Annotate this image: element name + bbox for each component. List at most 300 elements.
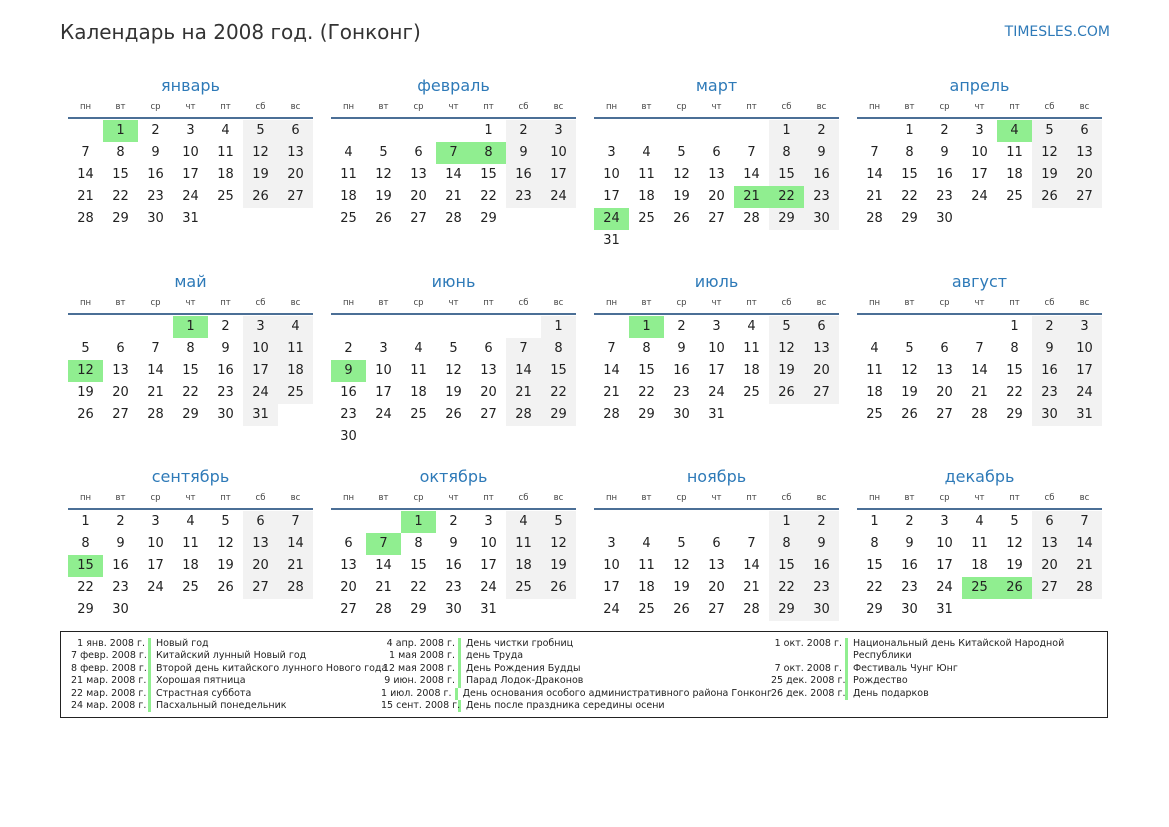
day-cell: 16 xyxy=(217,362,234,378)
day-cell: 11 xyxy=(971,536,988,551)
day-cell: 9 xyxy=(1032,338,1067,360)
empty-day-cell xyxy=(401,316,436,338)
weekday-header xyxy=(331,98,576,119)
day-cell: 5 xyxy=(1032,120,1067,142)
day-cell: 14 xyxy=(971,362,988,378)
day-cell: 13 xyxy=(708,558,725,573)
day-cell: 31 xyxy=(480,602,497,617)
holiday-date: 24 мар. 2008 г. xyxy=(71,700,151,712)
day-cell: 22 xyxy=(1006,384,1023,400)
day-cell: 27 xyxy=(1067,186,1102,208)
month-name: сентябрь xyxy=(151,467,230,486)
day-cell: 21 xyxy=(1067,555,1102,577)
day-cell: 23 xyxy=(673,384,690,400)
day-cell: 14 xyxy=(445,167,462,182)
day-cell: 22 xyxy=(866,580,883,595)
weekday-label: чт xyxy=(185,493,196,503)
month-calendar xyxy=(68,270,313,466)
day-cell: 8 xyxy=(186,340,195,356)
weekday-label: пт xyxy=(483,102,494,112)
day-cell: 28 xyxy=(147,406,164,422)
day-cell: 18 xyxy=(217,167,234,182)
empty-day-cell xyxy=(594,316,629,338)
day-cell: 9 xyxy=(506,142,541,164)
day-cell: 20 xyxy=(278,164,313,186)
holiday-name: День Рождения Будды xyxy=(466,662,581,674)
day-cell: 16 xyxy=(340,384,357,400)
holiday-date: 12 мая 2008 г. xyxy=(381,663,461,675)
weekday-label: чт xyxy=(974,102,985,112)
day-cell: 30 xyxy=(1032,404,1067,426)
day-cell: 8 xyxy=(541,338,576,360)
day-cell: 13 xyxy=(1067,142,1102,164)
day-cell: 11 xyxy=(506,533,541,555)
day-cell: 27 xyxy=(410,211,427,226)
day-cell: 18 xyxy=(971,558,988,573)
weekday-label: сб xyxy=(781,102,792,112)
empty-day-cell xyxy=(366,511,401,533)
day-cell: 17 xyxy=(147,558,164,573)
day-cell: 9 xyxy=(449,536,458,551)
day-cell: 2 xyxy=(506,120,541,142)
day-cell: 6 xyxy=(344,536,353,551)
day-cell: 17 xyxy=(971,167,988,182)
day-grid xyxy=(331,510,576,621)
day-cell: 15 xyxy=(901,167,918,182)
day-cell: 16 xyxy=(445,558,462,573)
empty-day-cell xyxy=(331,316,366,338)
weekday-label: чт xyxy=(185,297,196,308)
weekday-label: пн xyxy=(605,297,618,308)
weekday-label: ср xyxy=(413,493,424,503)
weekday-label: пт xyxy=(220,297,231,308)
day-cell: 1 xyxy=(484,123,493,138)
day-cell: 28 xyxy=(506,404,541,426)
day-cell: 24 xyxy=(1067,382,1102,404)
holiday-row xyxy=(71,650,381,662)
day-cell: 16 xyxy=(506,164,541,186)
month-calendar xyxy=(331,270,576,466)
month-name: июль xyxy=(694,271,739,291)
day-cell: 5 xyxy=(81,340,90,356)
day-cell: 15 xyxy=(769,555,804,577)
holiday-date: 1 июл. 2008 г. xyxy=(381,688,458,700)
holiday-row xyxy=(71,675,381,687)
day-cell: 28 xyxy=(971,406,988,422)
day-cell: 4 xyxy=(642,536,651,551)
day-cell: 23 xyxy=(804,186,839,208)
day-cell: 6 xyxy=(712,536,721,551)
day-cell: 13 xyxy=(340,558,357,573)
day-cell: 6 xyxy=(940,340,949,356)
day-cell: 5 xyxy=(379,145,388,160)
day-cell: 3 xyxy=(1067,316,1102,338)
day-cell: 5 xyxy=(1010,514,1019,529)
empty-day-cell xyxy=(366,316,401,338)
month-name: август xyxy=(951,271,1008,291)
weekday-label: пт xyxy=(746,297,757,308)
holiday-day-cell: 1 xyxy=(103,120,138,142)
empty-day-cell xyxy=(892,316,927,338)
day-cell: 16 xyxy=(901,558,918,573)
day-cell: 18 xyxy=(638,189,655,204)
weekday-label: вс xyxy=(816,297,827,308)
day-cell: 27 xyxy=(1032,577,1067,599)
day-cell: 4 xyxy=(747,318,756,334)
day-cell: 31 xyxy=(936,602,953,617)
day-cell: 13 xyxy=(480,362,497,378)
weekday-label: пн xyxy=(342,297,355,308)
day-cell: 6 xyxy=(712,145,721,160)
holiday-name: Парад Лодок-Драконов xyxy=(466,675,584,687)
day-cell: 1 xyxy=(905,123,914,138)
weekday-label: пт xyxy=(483,297,494,308)
day-cell: 5 xyxy=(243,120,278,142)
day-cell: 6 xyxy=(278,120,313,142)
day-cell: 22 xyxy=(541,382,576,404)
day-cell: 11 xyxy=(340,167,357,182)
day-cell: 27 xyxy=(340,602,357,617)
day-cell: 4 xyxy=(344,145,353,160)
day-cell: 25 xyxy=(638,211,655,226)
day-cell: 25 xyxy=(506,577,541,599)
day-cell: 4 xyxy=(186,514,195,529)
day-cell: 3 xyxy=(712,318,721,334)
empty-day-cell xyxy=(664,120,699,142)
day-cell: 23 xyxy=(445,580,462,595)
day-cell: 15 xyxy=(480,167,497,182)
weekday-label: сб xyxy=(1044,102,1055,112)
day-cell: 29 xyxy=(182,406,199,422)
day-cell: 29 xyxy=(901,211,918,226)
holiday-day-cell: 4 xyxy=(997,120,1032,142)
holiday-day-cell: 9 xyxy=(331,360,366,382)
day-cell: 15 xyxy=(638,362,655,378)
weekday-label: пн xyxy=(605,102,618,112)
day-cell: 14 xyxy=(743,558,760,573)
day-cell: 5 xyxy=(677,145,686,160)
weekday-label: сб xyxy=(781,297,792,308)
day-cell: 18 xyxy=(638,580,655,595)
day-cell: 22 xyxy=(77,580,94,595)
day-cell: 31 xyxy=(1067,404,1102,426)
day-cell: 27 xyxy=(243,577,278,599)
weekday-label: вс xyxy=(553,297,564,308)
day-cell: 29 xyxy=(769,208,804,230)
day-cell: 20 xyxy=(1032,555,1067,577)
weekday-header xyxy=(68,98,313,119)
day-cell: 5 xyxy=(905,340,914,356)
day-cell: 11 xyxy=(182,536,199,551)
day-cell: 15 xyxy=(182,362,199,378)
weekday-label: вт xyxy=(641,297,652,308)
weekday-label: пн xyxy=(605,493,618,503)
month-name: июнь xyxy=(431,271,476,291)
day-cell: 20 xyxy=(410,189,427,204)
weekday-label: ср xyxy=(150,297,161,308)
day-cell: 15 xyxy=(866,558,883,573)
day-cell: 21 xyxy=(375,580,392,595)
day-cell: 21 xyxy=(971,384,988,400)
weekday-label: вт xyxy=(904,493,915,503)
day-cell: 12 xyxy=(445,362,462,378)
day-cell: 18 xyxy=(506,555,541,577)
weekday-label: чт xyxy=(185,102,196,112)
day-cell: 27 xyxy=(708,602,725,617)
day-cell: 18 xyxy=(278,360,313,382)
day-cell: 28 xyxy=(1067,577,1102,599)
day-cell: 24 xyxy=(147,580,164,595)
day-cell: 28 xyxy=(77,211,94,226)
day-cell: 13 xyxy=(936,362,953,378)
day-cell: 28 xyxy=(743,602,760,617)
empty-day-cell xyxy=(629,120,664,142)
day-cell: 15 xyxy=(112,167,129,182)
weekday-label: ср xyxy=(939,493,950,503)
day-cell: 2 xyxy=(344,340,353,356)
holiday-name: День после праздника середины осени xyxy=(466,700,665,712)
day-cell: 2 xyxy=(1032,316,1067,338)
day-cell: 5 xyxy=(769,316,804,338)
page-title: Календарь на 2008 год. (Гонконг) xyxy=(60,20,421,44)
day-cell: 11 xyxy=(410,362,427,378)
holiday-column xyxy=(381,638,771,717)
day-cell: 2 xyxy=(940,123,949,138)
day-cell: 12 xyxy=(217,536,234,551)
empty-day-cell xyxy=(629,511,664,533)
day-cell: 10 xyxy=(708,340,725,356)
day-cell: 20 xyxy=(243,555,278,577)
day-cell: 29 xyxy=(541,404,576,426)
day-cell: 13 xyxy=(112,362,129,378)
empty-day-cell xyxy=(331,120,366,142)
weekday-label: чт xyxy=(448,297,459,308)
day-cell: 3 xyxy=(186,123,195,138)
empty-day-cell xyxy=(366,120,401,142)
weekday-label: ср xyxy=(413,102,424,112)
holiday-date: 1 окт. 2008 г. xyxy=(771,638,848,663)
day-cell: 30 xyxy=(673,406,690,422)
day-cell: 11 xyxy=(278,338,313,360)
day-cell: 20 xyxy=(480,384,497,400)
day-cell: 30 xyxy=(445,602,462,617)
holiday-day-cell: 1 xyxy=(401,511,436,533)
day-cell: 31 xyxy=(708,406,725,422)
day-cell: 1 xyxy=(769,511,804,533)
day-cell: 10 xyxy=(243,338,278,360)
day-cell: 11 xyxy=(638,167,655,182)
day-cell: 14 xyxy=(1067,533,1102,555)
day-cell: 29 xyxy=(638,406,655,422)
day-cell: 1 xyxy=(81,514,90,529)
day-cell: 5 xyxy=(541,511,576,533)
holiday-day-cell: 15 xyxy=(68,555,103,577)
day-cell: 8 xyxy=(905,145,914,160)
holiday-row xyxy=(381,638,771,650)
day-cell: 6 xyxy=(116,340,125,356)
day-cell: 7 xyxy=(607,340,616,356)
weekday-header xyxy=(594,294,839,315)
holiday-date: 4 апр. 2008 г. xyxy=(381,638,461,650)
day-cell: 5 xyxy=(449,340,458,356)
day-cell: 20 xyxy=(112,384,129,400)
day-cell: 4 xyxy=(642,145,651,160)
day-cell: 27 xyxy=(278,186,313,208)
holiday-name: Рождество xyxy=(853,675,908,687)
day-cell: 12 xyxy=(1032,142,1067,164)
day-cell: 6 xyxy=(243,511,278,533)
day-cell: 22 xyxy=(480,189,497,204)
weekday-label: сб xyxy=(255,102,266,112)
day-cell: 2 xyxy=(804,120,839,142)
day-cell: 26 xyxy=(541,577,576,599)
empty-day-cell xyxy=(138,316,173,338)
day-cell: 21 xyxy=(147,384,164,400)
holiday-column xyxy=(71,638,388,717)
holiday-list xyxy=(60,631,1108,718)
day-cell: 10 xyxy=(541,142,576,164)
weekday-header xyxy=(331,294,576,315)
weekday-header xyxy=(857,294,1102,315)
weekday-label: сб xyxy=(1044,493,1055,503)
day-cell: 10 xyxy=(147,536,164,551)
day-cell: 26 xyxy=(375,211,392,226)
weekday-label: ср xyxy=(939,297,950,308)
weekday-label: вс xyxy=(816,102,827,112)
month-name: декабрь xyxy=(944,467,1015,486)
day-cell: 17 xyxy=(182,167,199,182)
holiday-name: Китайский лунный Новый год xyxy=(156,650,307,662)
day-cell: 19 xyxy=(673,189,690,204)
day-cell: 18 xyxy=(340,189,357,204)
day-grid xyxy=(857,119,1102,230)
weekday-label: ср xyxy=(676,102,687,112)
day-grid xyxy=(857,315,1102,426)
day-cell: 9 xyxy=(905,536,914,551)
holiday-row xyxy=(71,688,381,700)
day-cell: 23 xyxy=(506,186,541,208)
weekday-label: вт xyxy=(115,297,126,308)
day-cell: 17 xyxy=(603,580,620,595)
day-cell: 12 xyxy=(375,167,392,182)
empty-day-cell xyxy=(594,120,629,142)
day-cell: 9 xyxy=(940,145,949,160)
month-name: май xyxy=(174,271,207,291)
empty-day-cell xyxy=(664,511,699,533)
weekday-label: ср xyxy=(150,102,161,112)
day-cell: 17 xyxy=(708,362,725,378)
day-cell: 23 xyxy=(901,580,918,595)
day-cell: 26 xyxy=(77,406,94,422)
weekday-label: чт xyxy=(711,102,722,112)
day-cell: 20 xyxy=(1067,164,1102,186)
weekday-label: ср xyxy=(676,493,687,503)
weekday-label: чт xyxy=(448,493,459,503)
holiday-name: Страстная суббота xyxy=(156,687,252,699)
day-cell: 20 xyxy=(340,580,357,595)
day-cell: 18 xyxy=(866,384,883,400)
day-cell: 17 xyxy=(1067,360,1102,382)
holiday-name: Национальный день Китайской Народной Республики xyxy=(853,638,1065,662)
day-cell: 7 xyxy=(975,340,984,356)
day-cell: 1 xyxy=(541,316,576,338)
day-grid xyxy=(857,510,1102,621)
site-link[interactable]: TIMESLES.COM xyxy=(1004,24,1110,40)
day-cell: 11 xyxy=(866,362,883,378)
empty-day-cell xyxy=(506,316,541,338)
weekday-label: пн xyxy=(79,297,92,308)
weekday-label: ср xyxy=(676,297,687,308)
day-cell: 15 xyxy=(541,360,576,382)
weekday-label: вт xyxy=(378,493,389,503)
day-cell: 21 xyxy=(603,384,620,400)
day-cell: 30 xyxy=(901,602,918,617)
day-cell: 8 xyxy=(1010,340,1019,356)
day-cell: 26 xyxy=(445,406,462,422)
weekday-label: вс xyxy=(553,493,564,503)
day-cell: 10 xyxy=(182,145,199,160)
day-cell: 27 xyxy=(112,406,129,422)
day-cell: 8 xyxy=(642,340,651,356)
day-cell: 6 xyxy=(484,340,493,356)
day-cell: 31 xyxy=(243,404,278,426)
day-cell: 23 xyxy=(804,577,839,599)
day-cell: 27 xyxy=(480,406,497,422)
holiday-day-cell: 7 xyxy=(436,142,471,164)
day-cell: 11 xyxy=(1006,145,1023,160)
day-cell: 8 xyxy=(81,536,90,551)
day-cell: 8 xyxy=(769,533,804,555)
empty-day-cell xyxy=(594,511,629,533)
weekday-label: вт xyxy=(115,102,126,112)
month-calendar xyxy=(68,74,313,270)
month-calendar xyxy=(594,74,839,270)
day-cell: 19 xyxy=(541,555,576,577)
day-cell: 13 xyxy=(410,167,427,182)
day-cell: 8 xyxy=(870,536,879,551)
holiday-row xyxy=(381,663,771,675)
weekday-label: вс xyxy=(290,102,301,112)
day-cell: 7 xyxy=(151,340,160,356)
empty-day-cell xyxy=(68,120,103,142)
day-cell: 19 xyxy=(1032,164,1067,186)
day-cell: 1 xyxy=(870,514,879,529)
holiday-row xyxy=(381,650,771,662)
holiday-row xyxy=(71,662,388,675)
day-grid xyxy=(331,119,576,230)
empty-day-cell xyxy=(401,120,436,142)
weekday-label: вт xyxy=(378,297,389,308)
day-cell: 14 xyxy=(743,167,760,182)
weekday-label: вс xyxy=(290,297,301,308)
day-cell: 25 xyxy=(278,382,313,404)
weekday-label: вт xyxy=(641,493,652,503)
day-cell: 4 xyxy=(414,340,423,356)
day-cell: 30 xyxy=(147,211,164,226)
day-cell: 12 xyxy=(541,533,576,555)
day-cell: 28 xyxy=(375,602,392,617)
day-cell: 30 xyxy=(340,428,357,444)
day-cell: 4 xyxy=(506,511,541,533)
day-cell: 14 xyxy=(77,167,94,182)
weekday-label: пн xyxy=(868,493,881,503)
day-cell: 29 xyxy=(480,211,497,226)
day-cell: 17 xyxy=(541,164,576,186)
weekday-label: пт xyxy=(1009,102,1020,112)
day-cell: 12 xyxy=(1006,536,1023,551)
weekday-label: сб xyxy=(1044,297,1055,308)
weekday-label: сб xyxy=(781,493,792,503)
